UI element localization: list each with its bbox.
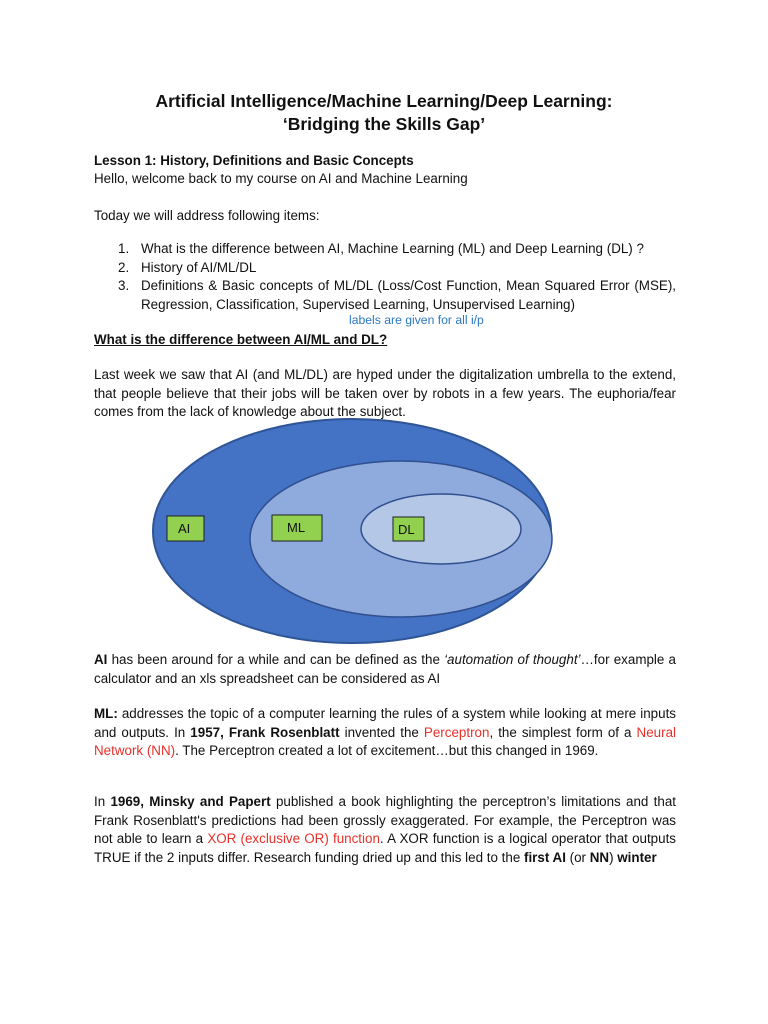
dl-ellipse	[361, 494, 521, 564]
ai-quote: ‘automation of thought’	[444, 652, 581, 667]
perceptron-term: Perceptron	[423, 724, 490, 740]
history-text-1: In	[94, 794, 111, 809]
history-year: 1969, Minsky and Papert	[110, 794, 271, 809]
lesson-heading: Lesson 1: History, Definitions and Basic Concepts	[94, 153, 414, 168]
agenda-item-number: 3.	[118, 278, 130, 294]
handwritten-note: labels are given for all i/p	[349, 313, 484, 327]
neural-network-term: Neural Network (NN)	[94, 724, 676, 759]
xor-term: XOR (exclusive OR) function	[207, 831, 380, 847]
ml-term: ML:	[94, 706, 118, 721]
agenda-item-text: History of AI/ML/DL	[141, 259, 257, 275]
agenda-intro: Today we will address following items:	[94, 208, 320, 223]
agenda-item-text: What is the difference between AI, Machine Learning (ML) and Deep Learning (DL) ?	[141, 241, 644, 256]
ml-label: ML	[287, 520, 306, 535]
history-text-4: (or	[565, 849, 590, 865]
ml-text-1: addresses the topic of a computer learning the rules of a system while looking at mere inputs and outputs. In	[94, 706, 676, 740]
ml-text-4: . The Perceptron created a lot of excitement…but this changed in 1969.	[175, 743, 599, 759]
ml-year: 1957, Frank Rosenblatt	[190, 724, 340, 740]
ml-definition-paragraph	[94, 705, 676, 761]
history-paragraph	[94, 793, 676, 867]
document-title-line-1: Artificial Intelligence/Machine Learning/Deep Learning:	[155, 91, 613, 111]
ai-label: AI	[178, 521, 191, 536]
ai-text-2: …for example a calculator and an xls spreadsheet can be considered as AI	[94, 652, 676, 686]
agenda-item-number: 2.	[118, 259, 130, 275]
ml-text-2: invented the	[339, 724, 424, 740]
document-title-line-2: ‘Bridging the Skills Gap’	[282, 114, 486, 134]
history-text-2: published a book highlighting the perceptron’s limitations and that Frank Rosenblatt's predictions had been grossly exaggerated. For example, the Perceptron was not able to learn a	[94, 794, 676, 847]
first-ai-term: first AI	[524, 849, 566, 865]
history-text-3: . A XOR function is a logical operator that outputs TRUE if the 2 inputs differ. Research funding dried up and this led to the	[94, 831, 676, 865]
ai-text-1: has been around for a while and can be defined as the	[107, 652, 445, 667]
history-text-5: )	[609, 849, 618, 865]
intro-paragraph: Last week we saw that AI (and ML/DL) are hyped under the digitalization umbrella to the extend, that people believe that their jobs will be taken over by robots in a few years. The euphoria/fear comes from the lack of knowledge about the subject.	[94, 367, 676, 420]
ml-text-3: , the simplest form of a	[489, 724, 637, 740]
section-heading: What is the difference between AI/ML and DL?	[94, 332, 388, 347]
dl-label: DL	[398, 522, 415, 537]
ai-term: AI	[94, 652, 108, 667]
nn-term: NN	[589, 849, 610, 865]
winter-term: winter	[617, 849, 657, 865]
agenda-item-text: Definitions & Basic concepts of ML/DL (Loss/Cost Function, Mean Squared Error (MSE), Regression, Classification, Supervised Learning, Unsupervised Learning)	[141, 278, 676, 312]
ai-definition-paragraph	[94, 651, 676, 688]
welcome-text: Hello, welcome back to my course on AI and Machine Learning	[94, 171, 468, 186]
agenda-item-number: 1.	[118, 241, 130, 256]
